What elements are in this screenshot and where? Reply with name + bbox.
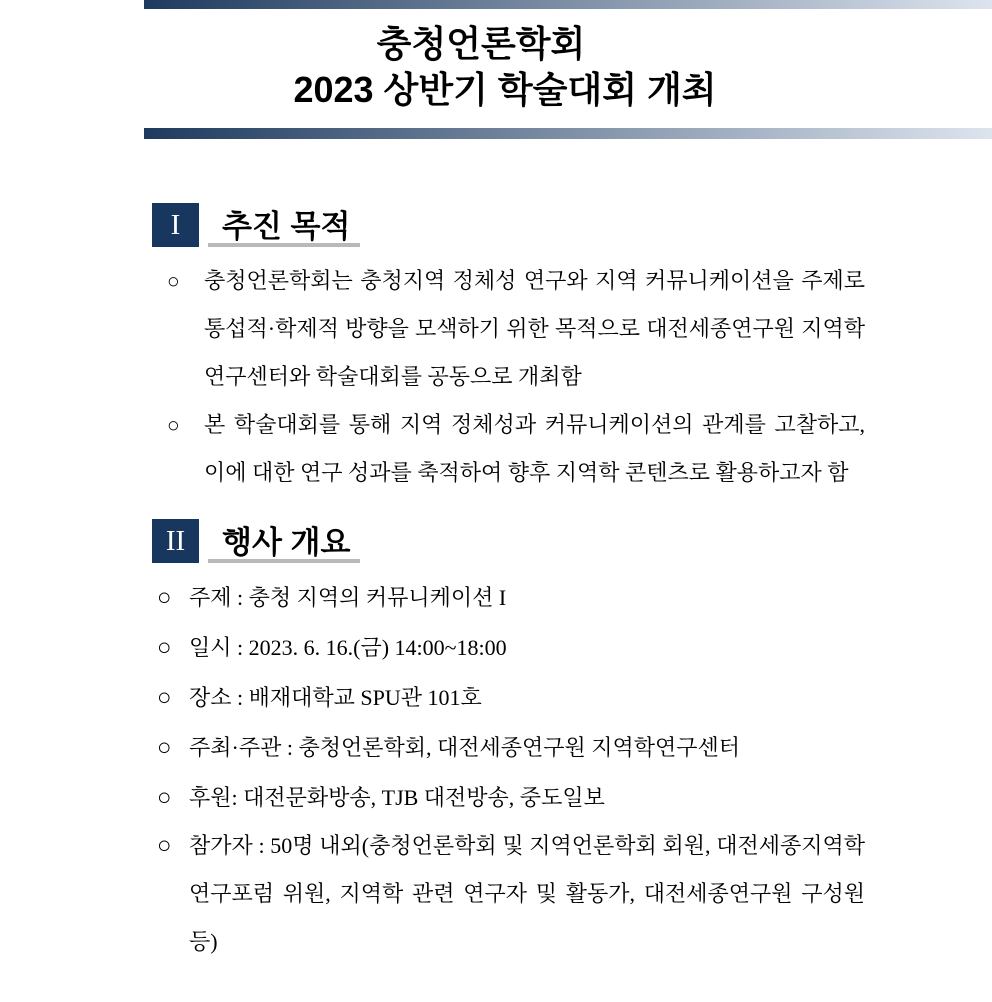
- section-heading-text: 행사 개요: [222, 524, 351, 560]
- circle-bullet-marker: ○: [157, 785, 172, 811]
- circle-bullet-marker: ○: [157, 833, 172, 859]
- section-purpose-header: [152, 203, 992, 247]
- bullet-item: [157, 573, 865, 623]
- bullet-item: [167, 257, 865, 401]
- bullet-item: [157, 723, 865, 773]
- bullet-text: 충청언론학회는 충청지역 정체성 연구와 지역 커뮤니케이션을 주제로 통섭적·학제적 방향을 모색하기 위한 목적으로 대전세종연구원 지역학연구센터와 학술대회를 공동으로 개최함: [204, 268, 865, 389]
- bullet-item: [157, 673, 865, 723]
- section-heading-text: 추진 목적: [222, 208, 351, 244]
- circle-bullet-marker: ○: [157, 635, 172, 661]
- section-heading-underlined: [208, 203, 360, 247]
- section-number-badge: [152, 519, 199, 563]
- bullet-item: [157, 773, 865, 823]
- title-rule-top: [144, 0, 992, 9]
- bullet-text: 참가자 : 50명 내외(충청언론학회 및 지역언론학회 회원, 대전세종지역학연구포럼 위원, 지역학 관련 연구자 및 활동가, 대전세종연구원 구성원 등): [189, 833, 865, 954]
- section-roman-numeral: II: [165, 524, 186, 557]
- bullet-item: [157, 822, 865, 966]
- document-title: [18, 21, 992, 113]
- bullet-text: 주최·주관 : 충청언론학회, 대전세종연구원 지역학연구센터: [189, 735, 740, 760]
- circle-bullet-marker: ○: [157, 735, 172, 761]
- overview-bullet-list: [157, 573, 865, 966]
- title-rule-bottom: [144, 128, 992, 139]
- circle-bullet-marker: ○: [167, 413, 180, 437]
- bullet-text: 본 학술대회를 통해 지역 정체성과 커뮤니케이션의 관계를 고찰하고, 이에 대한 연구 성과를 축적하여 향후 지역학 콘텐츠로 활용하고자 함: [204, 412, 865, 485]
- document-title-line-2: 2023 상반기 학술대회 개최: [293, 69, 717, 110]
- section-heading-underlined: [208, 519, 360, 563]
- bullet-text: 주제 : 충청 지역의 커뮤니케이션 I: [189, 585, 507, 610]
- purpose-bullet-list: [167, 257, 865, 497]
- bullet-text: 후원: 대전문화방송, TJB 대전방송, 중도일보: [189, 785, 605, 810]
- section-overview-header: [152, 519, 992, 563]
- section-number-badge: [152, 203, 199, 247]
- document-title-line-1: 충청언론학회: [376, 23, 586, 64]
- bullet-text: 장소 : 배재대학교 SPU관 101호: [189, 685, 482, 710]
- circle-bullet-marker: ○: [167, 269, 180, 293]
- circle-bullet-marker: ○: [157, 685, 172, 711]
- section-roman-numeral: I: [170, 208, 181, 241]
- circle-bullet-marker: ○: [157, 585, 172, 611]
- bullet-item: [167, 401, 865, 497]
- bullet-item: [157, 623, 865, 673]
- bullet-text: 일시 : 2023. 6. 16.(금) 14:00~18:00: [189, 635, 507, 660]
